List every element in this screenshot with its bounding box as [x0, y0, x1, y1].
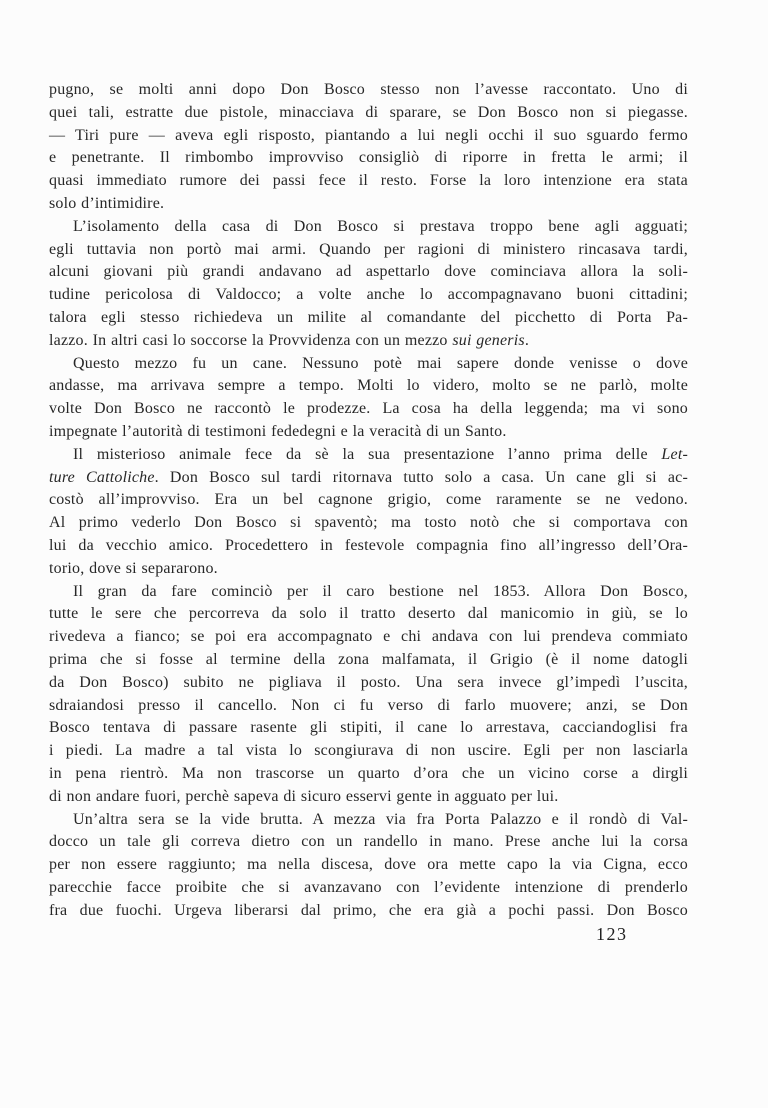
page-number: 123 [596, 924, 628, 944]
text-line [49, 717, 688, 740]
text-line [49, 193, 688, 216]
text-line [49, 398, 688, 421]
text-segment: sdraiandosi presso il cancello. Non ci fu verso di farlo muovere; anzi, se Don [49, 696, 688, 714]
text-segment: talora egli stesso richiedeva un milite al comandante del picchetto di Porta Pa- [49, 308, 688, 326]
text-segment: docco un tale gli correva dietro con un randello in mano. Prese anche lui la corsa [49, 833, 688, 851]
text-segment: impegnate l’autorità di testimoni fededegni e la veracità di un Santo. [49, 422, 507, 440]
text-segment: alcuni giovani più grandi andavano ad aspettarlo dove cominciava allora la soli- [49, 263, 688, 281]
text-line [49, 831, 688, 854]
text-segment: egli tuttavia non portò mai armi. Quando per ragioni di ministero rincasava tardi, [49, 240, 688, 258]
text-line [49, 375, 688, 398]
text-line [49, 467, 688, 490]
text-line [49, 786, 688, 809]
paragraph [49, 216, 688, 353]
text-line [49, 284, 688, 307]
paragraph [49, 444, 688, 581]
text-line [49, 307, 688, 330]
text-line [49, 421, 688, 444]
text-segment: lui da vecchio amico. Procedettero in festevole compagnia fino all’ingresso dell’Ora- [49, 536, 688, 554]
text-segment: di non andare fuori, perchè sapeva di sicuro esservi gente in agguato per lui. [49, 787, 559, 805]
text-segment: . Don Bosco sul tardi ritornava tutto solo a casa. Un cane gli si ac- [154, 468, 688, 486]
text-segment: torio, dove si separarono. [49, 559, 218, 577]
text-line [49, 581, 688, 604]
text-line [49, 353, 688, 376]
text-segment: andasse, ma arrivava sempre a tempo. Molti lo videro, molto se ne parlò, molte [49, 377, 688, 395]
text-segment: fra due fuochi. Urgeva liberarsi dal primo, che era già a pochi passi. Don Bosco [49, 901, 688, 919]
text-line [49, 877, 688, 900]
text-line [49, 147, 688, 170]
text-line [49, 239, 688, 262]
text-segment: per non essere raggiunto; ma nella discesa, dove ora mette capo la via Cigna, ecco [49, 856, 688, 874]
text-segment: Il misterioso animale fece da sè la sua presentazione l’anno prima delle [73, 445, 662, 463]
text-line [49, 102, 688, 125]
text-line [49, 558, 688, 581]
italic-text-segment: sui generis [452, 331, 525, 349]
text-segment: pugno, se molti anni dopo Don Bosco stesso non l’avesse raccontato. Uno di [49, 81, 688, 98]
paragraph [49, 353, 688, 444]
paragraph [49, 581, 688, 809]
text-segment: i piedi. La madre a tal vista lo scongiurava di non uscire. Egli per non lasciarla [49, 742, 688, 760]
text-segment: Bosco tentava di passare rasente gli stipiti, il cane lo arrestava, cacciandoglisi fra [49, 719, 688, 737]
text-line [49, 695, 688, 718]
text-segment: Il gran da fare cominciò per il caro bestione nel 1853. Allora Don Bosco, [73, 582, 688, 600]
text-segment: lazzo. In altri casi lo soccorse la Provvidenza con un mezzo [49, 331, 453, 349]
text-line [49, 444, 688, 467]
text-segment: costò all’improvviso. Era un bel cagnone grigio, come raramente se ne vedono. [49, 491, 688, 509]
text-line [49, 79, 688, 102]
text-segment: — Tiri pure — aveva egli risposto, piantando a lui negli occhi il suo sguardo fermo [49, 126, 688, 144]
text-segment: Un’altra sera se la vide brutta. A mezza via fra Porta Palazzo e il rondò di Val- [73, 810, 688, 828]
text-line [49, 489, 688, 512]
text-segment: volte Don Bosco ne raccontò le prodezze. La cosa ha della leggenda; ma vi sono [49, 400, 688, 418]
text-segment: quasi immediato rumore dei passi fece il resto. Forse la loro intenzione era stata [49, 172, 688, 190]
text-line [49, 512, 688, 535]
text-block [49, 79, 688, 922]
text-segment: L’isolamento della casa di Don Bosco si prestava troppo bene agli agguati; [73, 217, 688, 235]
italic-text-segment: Let- [661, 445, 688, 463]
paragraph [49, 809, 688, 923]
text-line [49, 854, 688, 877]
text-segment: Al primo vederlo Don Bosco si spaventò; ma tosto notò che si comportava con [49, 514, 688, 532]
text-segment: e penetrante. Il rimbombo improvviso consigliò di riporre in fretta le armi; il [49, 149, 688, 167]
text-line [49, 261, 688, 284]
text-segment: . [524, 331, 530, 349]
text-segment: prima che si fosse al termine della zona malfamata, il Grigio (è il nome datogli [49, 650, 688, 668]
text-line [49, 330, 688, 353]
paragraph [49, 79, 688, 216]
text-line [49, 900, 688, 923]
text-segment: quei tali, estratte due pistole, minacciava di sparare, se Don Bosco non si piegasse. [49, 103, 688, 121]
text-line [49, 626, 688, 649]
text-line [49, 603, 688, 626]
text-segment: tudine pericolosa di Valdocco; a volte anche lo accompagnavano buoni cittadini; [49, 286, 688, 304]
text-line [49, 740, 688, 763]
text-line [49, 535, 688, 558]
text-segment: da Don Bosco) subito ne pigliava il posto. Una sera invece gl’impedì l’uscita, [49, 673, 688, 691]
text-segment: Questo mezzo fu un cane. Nessuno potè mai sapere donde venisse o dove [73, 354, 688, 372]
text-segment: solo d’intimidire. [49, 194, 165, 212]
text-line [49, 216, 688, 239]
text-line [49, 672, 688, 695]
text-line [49, 170, 688, 193]
text-segment: rivedeva a fianco; se poi era accompagnato e chi andava con lui prendeva commiato [49, 628, 688, 646]
text-line [49, 649, 688, 672]
text-line [49, 809, 688, 832]
text-segment: in pena rientrò. Ma non trascorse un quarto d’ora che un vicino corse a dirgli [49, 764, 688, 782]
italic-text-segment: ture Cattoliche [49, 468, 155, 486]
text-segment: tutte le sere che percorreva da solo il tratto deserto dal manicomio in giù, se lo [49, 605, 688, 623]
text-line [49, 125, 688, 148]
text-segment: parecchie facce proibite che si avanzavano con l’evidente intenzione di prenderlo [49, 878, 688, 896]
text-line [49, 763, 688, 786]
